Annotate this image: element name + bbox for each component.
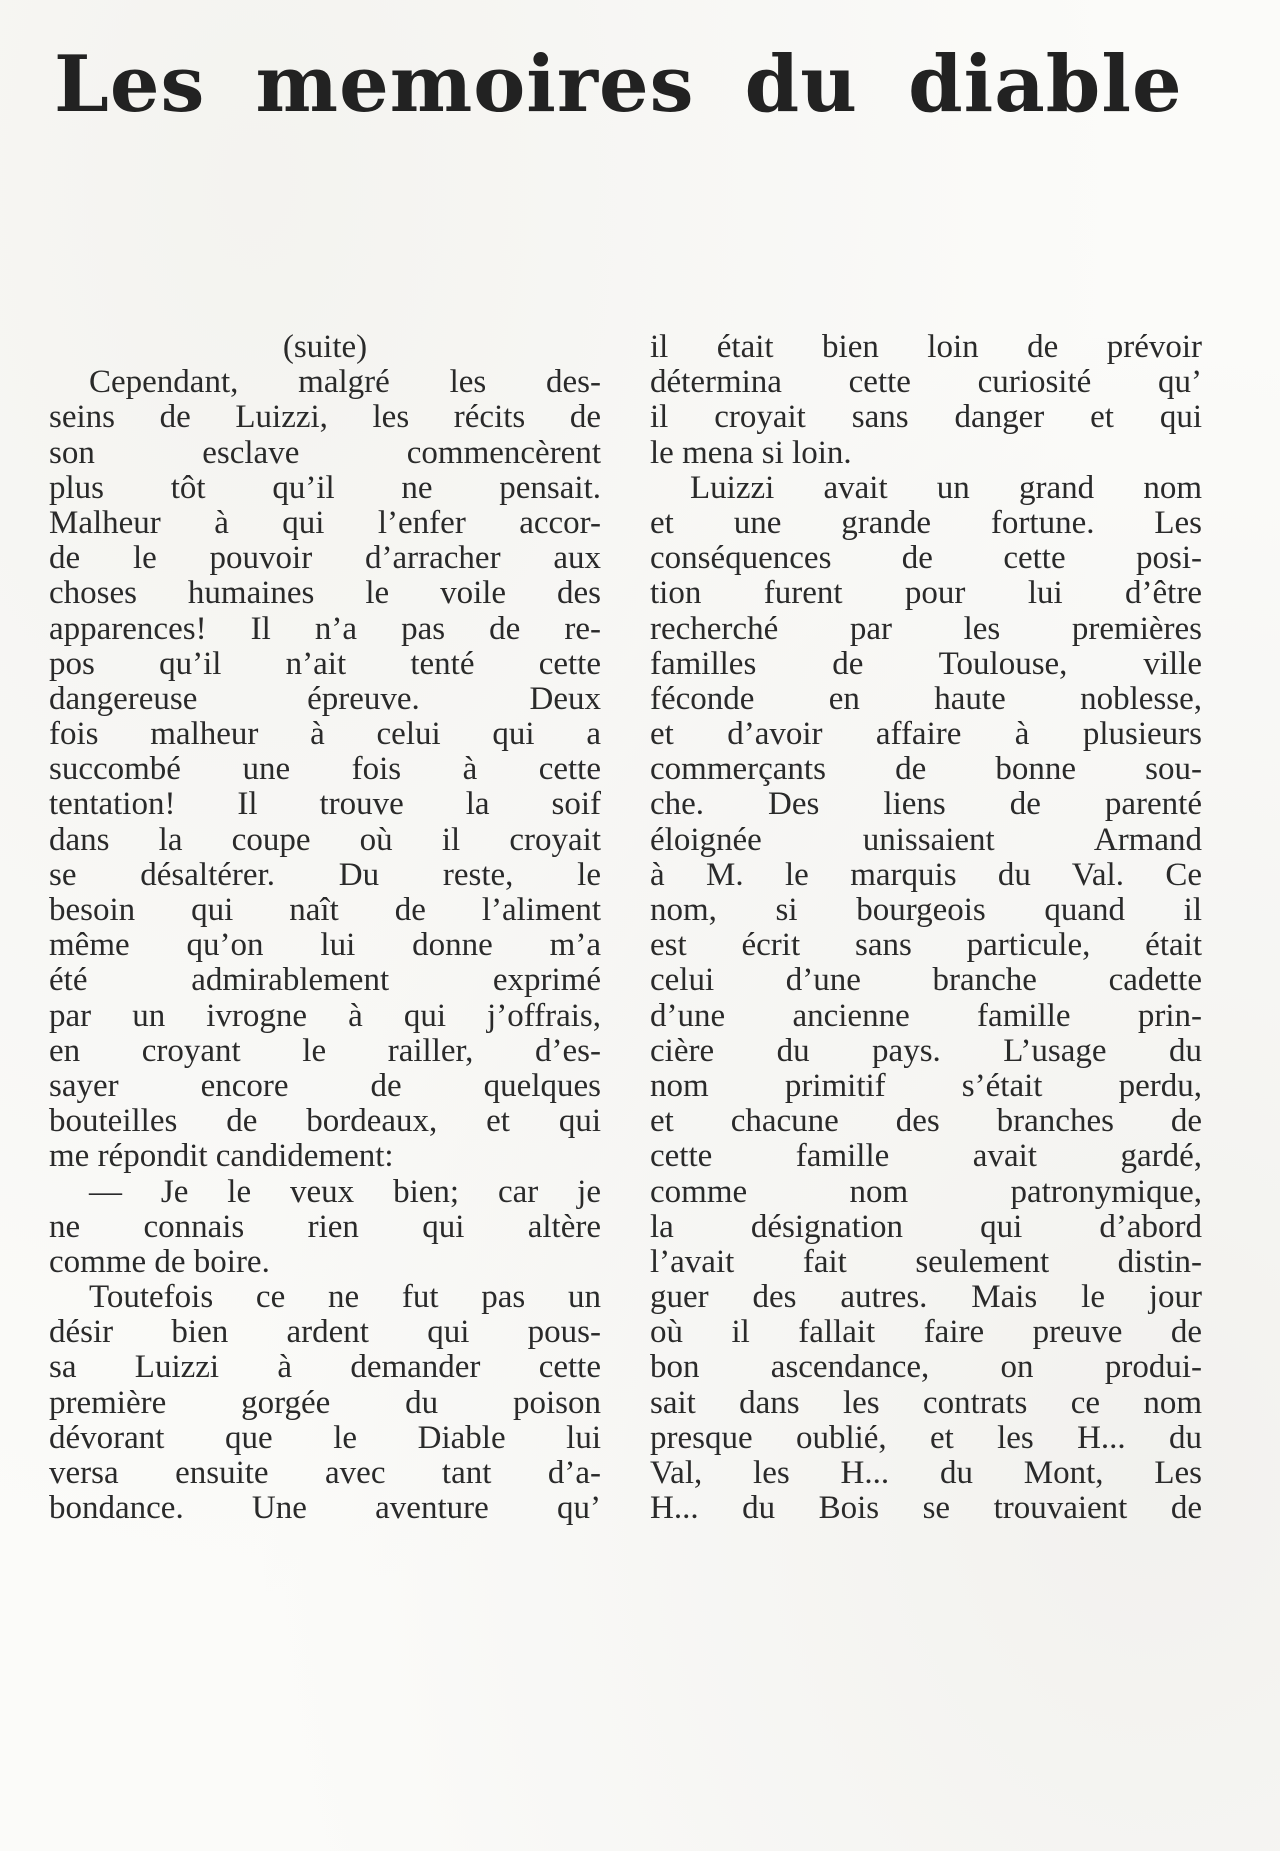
text-line: celui d’une branche cadette bbox=[650, 962, 1202, 999]
text-line: tentation! Il trouve la soif bbox=[49, 786, 601, 823]
right-column bbox=[650, 330, 1202, 1526]
article-title: Les memoires du diable bbox=[54, 39, 1183, 130]
text-line: pos qu’il n’ait tenté cette bbox=[49, 645, 601, 682]
text-line: cette famille avait gardé, bbox=[650, 1138, 1202, 1175]
text-line: dévorant que le Diable lui bbox=[49, 1419, 601, 1456]
text-line: et une grande fortune. Les bbox=[650, 504, 1202, 541]
text-line: commerçants de bonne sou- bbox=[650, 751, 1202, 788]
text-line: dans la coupe où il croyait bbox=[49, 821, 601, 858]
text-line: familles de Toulouse, ville bbox=[650, 645, 1202, 682]
text-line: besoin qui naît de l’aliment bbox=[49, 892, 601, 928]
text-line: Toutefois ce ne fut pas un bbox=[89, 1279, 601, 1316]
text-line: même qu’on lui donne m’a bbox=[49, 927, 601, 964]
text-line: versa ensuite avec tant d’a- bbox=[49, 1455, 601, 1491]
text-line: guer des autres. Mais le jour bbox=[650, 1279, 1202, 1316]
text-line: Val, les H... du Mont, Les bbox=[650, 1455, 1202, 1491]
text-line: (suite) bbox=[282, 329, 368, 365]
text-line: il croyait sans danger et qui bbox=[650, 399, 1202, 436]
text-line: le mena si loin. bbox=[650, 434, 852, 471]
text-line: à M. le marquis du Val. Ce bbox=[650, 856, 1202, 893]
text-line: son esclave commencèrent bbox=[49, 434, 601, 471]
text-line: bouteilles de bordeaux, et qui bbox=[49, 1103, 601, 1140]
text-line: détermina cette curiosité qu’ bbox=[650, 364, 1202, 401]
text-line: cière du pays. L’usage du bbox=[650, 1032, 1202, 1069]
text-line: féconde en haute noblesse, bbox=[650, 680, 1202, 717]
text-line: ne connais rien qui altère bbox=[49, 1208, 601, 1245]
text-line: la désignation qui d’abord bbox=[650, 1208, 1202, 1245]
text-line: dangereuse épreuve. Deux bbox=[49, 680, 601, 717]
text-line: conséquences de cette posi- bbox=[650, 540, 1202, 577]
text-line: nom, si bourgeois quand il bbox=[650, 892, 1202, 928]
text-line: me répondit candidement: bbox=[49, 1138, 394, 1175]
text-line: première gorgée du poison bbox=[49, 1384, 601, 1421]
text-line: comme de boire. bbox=[49, 1243, 270, 1280]
text-line: il était bien loin de prévoir bbox=[650, 329, 1202, 365]
text-line: fois malheur à celui qui a bbox=[49, 716, 601, 753]
text-line: tion furent pour lui d’être bbox=[650, 575, 1202, 612]
text-line: en croyant le railler, d’es- bbox=[49, 1032, 601, 1069]
text-line: se désaltérer. Du reste, le bbox=[49, 856, 601, 893]
text-line: presque oublié, et les H... du bbox=[650, 1419, 1202, 1456]
text-line: succombé une fois à cette bbox=[49, 751, 601, 788]
text-line: sait dans les contrats ce nom bbox=[650, 1384, 1202, 1421]
text-line: de le pouvoir d’arracher aux bbox=[49, 540, 601, 577]
text-line: d’une ancienne famille prin- bbox=[650, 997, 1202, 1034]
text-line: — Je le veux bien; car je bbox=[89, 1173, 601, 1210]
text-line: plus tôt qu’il ne pensait. bbox=[49, 469, 601, 506]
text-line: apparences! Il n’a pas de re- bbox=[49, 610, 601, 647]
text-line: nom primitif s’était perdu, bbox=[650, 1067, 1202, 1104]
text-line: l’avait fait seulement distin- bbox=[650, 1243, 1202, 1280]
text-line: sa Luizzi à demander cette bbox=[49, 1349, 601, 1386]
text-line: Malheur à qui l’enfer accor- bbox=[49, 504, 601, 541]
text-line: Cependant, malgré les des- bbox=[89, 364, 601, 401]
text-line: et chacune des branches de bbox=[650, 1103, 1202, 1140]
text-line: où il fallait faire preuve de bbox=[650, 1314, 1202, 1351]
text-line: et d’avoir affaire à plusieurs bbox=[650, 716, 1202, 753]
text-line: désir bien ardent qui pous- bbox=[49, 1314, 601, 1351]
text-line: été admirablement exprimé bbox=[49, 962, 601, 999]
text-line: éloignée unissaient Armand bbox=[650, 821, 1202, 858]
text-line: recherché par les premières bbox=[650, 610, 1202, 647]
left-column bbox=[49, 330, 601, 1526]
text-line: par un ivrogne à qui j’offrais, bbox=[49, 997, 601, 1034]
text-line: bon ascendance, on produi- bbox=[650, 1349, 1202, 1386]
text-line: che. Des liens de parenté bbox=[650, 786, 1202, 823]
text-line: seins de Luizzi, les récits de bbox=[49, 399, 601, 436]
text-line: est écrit sans particule, était bbox=[650, 927, 1202, 964]
text-line: choses humaines le voile des bbox=[49, 575, 601, 612]
text-line: bondance. Une aventure qu’ bbox=[49, 1490, 601, 1527]
text-line: sayer encore de quelques bbox=[49, 1067, 601, 1104]
text-line: H... du Bois se trouvaient de bbox=[650, 1490, 1202, 1527]
text-line: comme nom patronymique, bbox=[650, 1173, 1202, 1210]
text-line: Luizzi avait un grand nom bbox=[690, 469, 1202, 506]
